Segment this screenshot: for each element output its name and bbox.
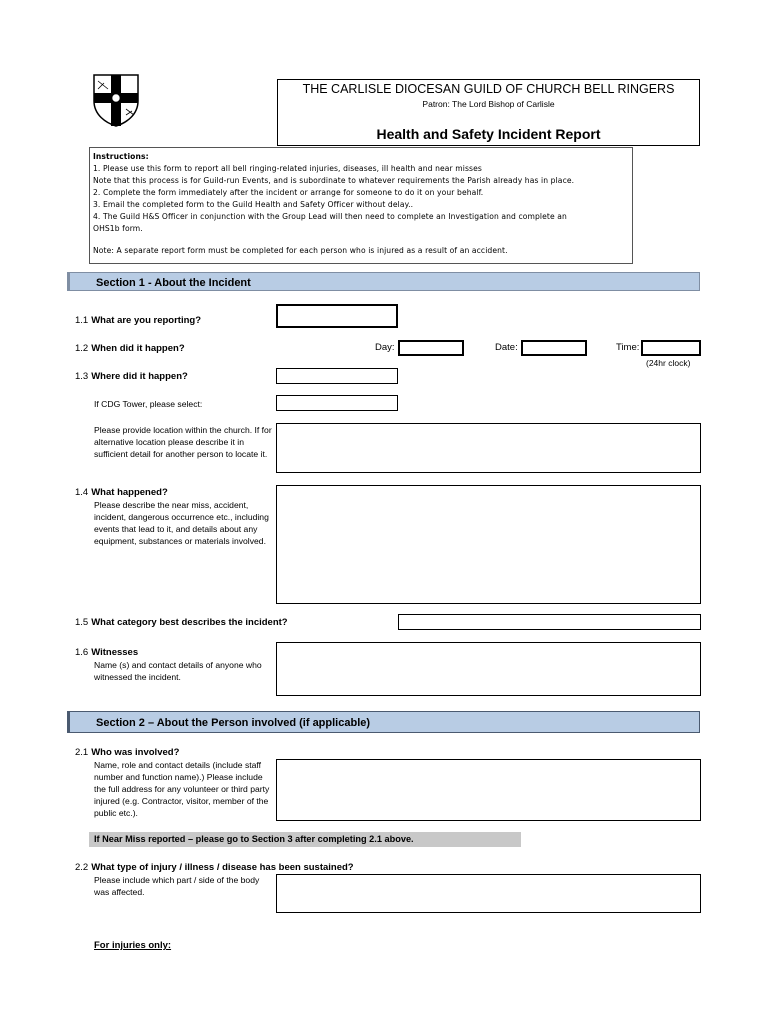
q1-1-label: 1.1 What are you reporting? — [75, 315, 202, 326]
q1-4-label: 1.4 What happened? — [75, 487, 168, 498]
q1-3-label: 1.3 Where did it happen? — [75, 371, 188, 382]
date-label: Date: — [495, 342, 518, 353]
time-label: Time: — [616, 342, 640, 353]
guild-logo — [92, 73, 140, 127]
org-title: THE CARLISLE DIOCESAN GUILD OF CHURCH BELL RINGERS — [302, 82, 675, 96]
who-involved-help: Name, role and contact details (include staff number and function name).) Please include the full address for any volunteer or third party injured (e.g. Contractor, visitor, member of the public etc.). — [94, 760, 270, 818]
q1-2-label: 1.2 When did it happen? — [75, 343, 185, 354]
day-field[interactable] — [398, 340, 464, 356]
q1-6-label: 1.6 Witnesses — [75, 647, 139, 658]
section-1-header — [67, 272, 700, 291]
instruction-note: Note: A separate report form must be completed for each person who is injured as a result of an accident. — [93, 246, 508, 255]
location-detail-field[interactable] — [276, 423, 701, 473]
section-2-header — [67, 711, 700, 733]
instruction-line: 4. The Guild H&S Officer in conjunction with the Group Lead will then need to complete an Investigation and complete an — [93, 212, 567, 221]
q2-1-label: 2.1 Who was involved? — [75, 747, 180, 758]
instruction-line: 2. Complete the form immediately after the incident or arrange for someone to do it on your behalf. — [93, 188, 484, 197]
location-field[interactable] — [276, 368, 398, 384]
tower-select[interactable] — [276, 395, 398, 411]
witnesses-field[interactable] — [276, 642, 701, 696]
section-1-title: Section 1 - About the Incident — [96, 277, 251, 289]
time-field[interactable] — [641, 340, 701, 356]
date-field[interactable] — [521, 340, 587, 356]
instruction-line: 1. Please use this form to report all bell ringing-related injuries, diseases, ill health and near misses — [93, 164, 482, 173]
reporting-type-field[interactable] — [276, 304, 398, 328]
page-title: Health and Safety Incident Report — [376, 126, 601, 142]
what-happened-field[interactable] — [276, 485, 701, 604]
section-2-title: Section 2 – About the Person involved (if applicable) — [96, 717, 371, 729]
shield-cross-icon — [92, 73, 140, 127]
what-happened-help: Please describe the near miss, accident, incident, dangerous occurrence etc., including events that lead to it, and details about any equipment, substances or materials involved. — [94, 500, 269, 546]
location-detail-prompt: Please provide location within the church. If for alternative location please describe it in sufficient detail for another person to locate it. — [94, 425, 272, 459]
witnesses-help: Name (s) and contact details of anyone who witnessed the incident. — [94, 660, 262, 682]
incident-category-field[interactable] — [398, 614, 701, 630]
instruction-line: Note that this process is for Guild-run Events, and is subordinate to whatever requirements the Parish already has in place. — [93, 176, 575, 185]
q1-5-label: 1.5 What category best describes the incident? — [75, 617, 288, 628]
patron-line: Patron: The Lord Bishop of Carlisle — [422, 99, 555, 109]
q2-2-label: 2.2 What type of injury / illness / disease has been sustained? — [75, 862, 354, 873]
instruction-line: 3. Email the completed form to the Guild Health and Safety Officer without delay.. — [93, 200, 414, 209]
time-format-note: (24hr clock) — [646, 358, 691, 368]
injury-type-field[interactable] — [276, 874, 701, 913]
near-miss-note: If Near Miss reported – please go to Section 3 after completing 2.1 above. — [94, 834, 414, 844]
injuries-only-heading: For injuries only: — [94, 940, 172, 951]
injury-type-help: Please include which part / side of the body was affected. — [94, 875, 260, 897]
instruction-line: OHS1b form. — [93, 224, 143, 233]
instructions-heading: Instructions: — [93, 152, 149, 161]
day-label: Day: — [375, 342, 395, 353]
tower-select-prompt: If CDG Tower, please select: — [94, 399, 203, 409]
who-involved-field[interactable] — [276, 759, 701, 821]
